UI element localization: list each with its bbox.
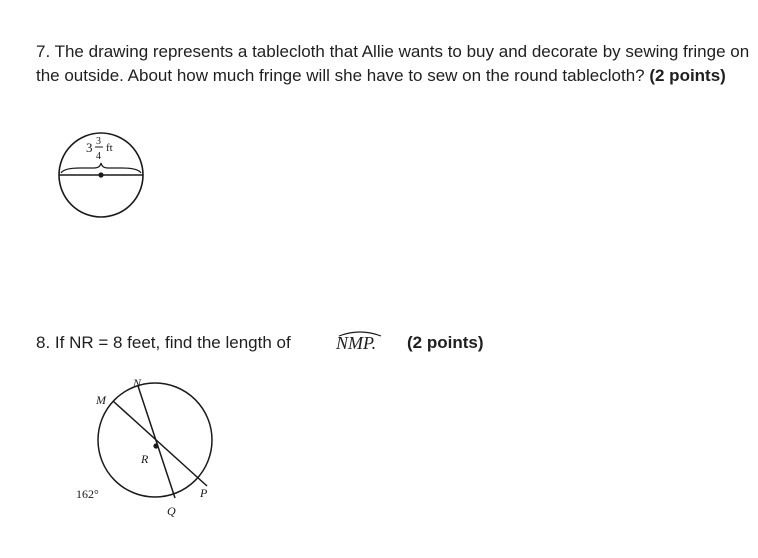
question-7-line-1: 7. The drawing represents a tablecloth that Allie wants to buy and decorate by sewing fringe on bbox=[36, 42, 750, 61]
diameter-brace bbox=[61, 163, 141, 173]
center-point bbox=[98, 172, 103, 177]
label-n: N bbox=[133, 376, 142, 390]
question-7-text bbox=[36, 40, 758, 88]
question-8-arc-label: NMP. bbox=[336, 333, 377, 353]
angle-label: 162° bbox=[76, 487, 99, 501]
measure-unit: ft bbox=[106, 142, 113, 154]
chord-mp bbox=[113, 401, 207, 486]
tablecloth-circle-figure bbox=[50, 122, 150, 222]
question-8-points: (2 points) bbox=[407, 333, 484, 352]
question-7-line-2 bbox=[36, 64, 758, 88]
question-8-prompt: 8. If NR = 8 feet, find the length of bbox=[36, 333, 291, 352]
question-7-points: (2 points) bbox=[649, 66, 726, 85]
question-7-line-2-text: the outside. About how much fringe will she have to sew on the round tablecloth? bbox=[36, 66, 645, 85]
label-q: Q bbox=[167, 504, 176, 518]
circle-r-figure bbox=[70, 370, 220, 520]
label-m: M bbox=[96, 393, 106, 407]
chord-nq bbox=[138, 386, 175, 498]
measure-denominator: 4 bbox=[96, 151, 101, 162]
label-r: R bbox=[141, 452, 149, 466]
measure-numerator: 3 bbox=[96, 136, 101, 147]
center-r-point bbox=[153, 443, 158, 448]
circle-r bbox=[98, 383, 212, 497]
measure-whole: 3 bbox=[86, 140, 93, 155]
label-p: P bbox=[200, 486, 208, 500]
